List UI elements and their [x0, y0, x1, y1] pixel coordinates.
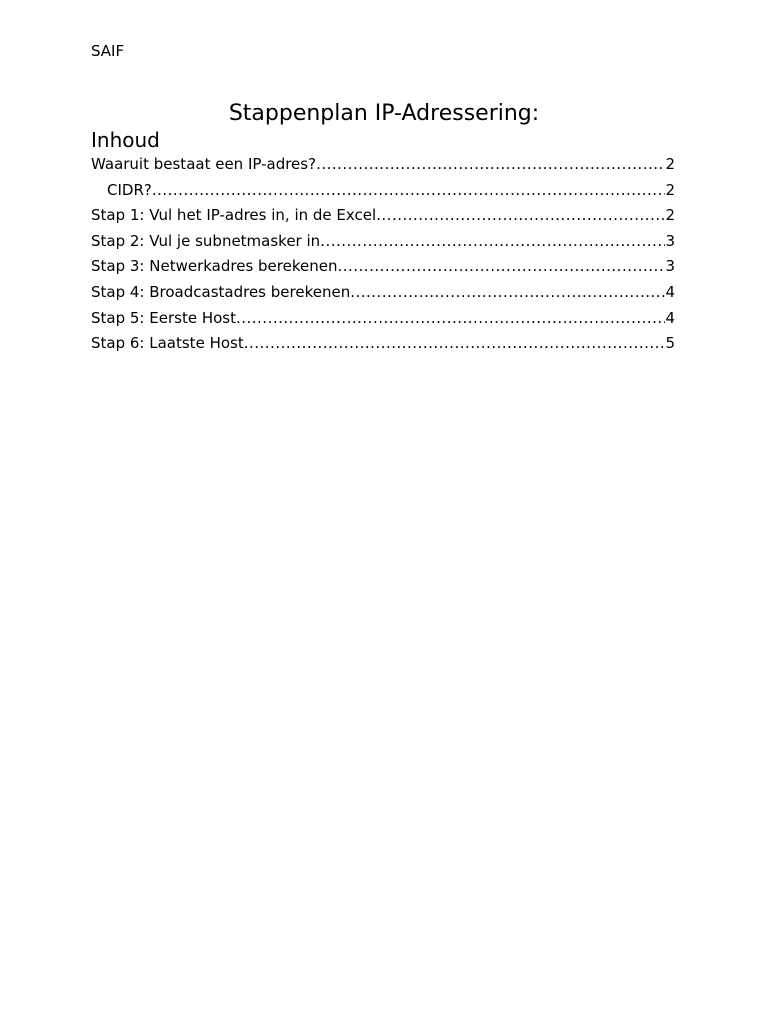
- toc-dot-leader: [337, 256, 665, 276]
- toc-entry-cidr[interactable]: [91, 180, 675, 206]
- toc-dot-leader: [376, 205, 665, 225]
- toc-entry-label: Stap 4: Broadcastadres berekenen: [91, 282, 351, 301]
- toc-page-number: 3: [665, 257, 675, 276]
- toc-entry-label: CIDR?: [107, 180, 152, 199]
- toc-page-number: 3: [665, 231, 675, 250]
- table-of-contents: [91, 154, 675, 359]
- toc-page-number: 2: [665, 206, 675, 225]
- toc-heading: Inhoud: [91, 128, 160, 152]
- toc-entry-step-2[interactable]: [91, 231, 675, 257]
- toc-entry-label: Stap 2: Vul je subnetmasker in: [91, 231, 321, 250]
- toc-dot-leader: [244, 333, 666, 353]
- toc-entry-step-6[interactable]: [91, 333, 675, 359]
- toc-entry-step-3[interactable]: [91, 256, 675, 282]
- author-name: SAIF: [91, 42, 125, 60]
- toc-dot-leader: [236, 308, 665, 328]
- toc-dot-leader: [152, 180, 666, 200]
- toc-entry-step-4[interactable]: [91, 282, 675, 308]
- toc-entry-label: Stap 1: Vul het IP-adres in, in de Excel: [91, 206, 377, 225]
- toc-entry-label: Waaruit bestaat een IP-adres?: [91, 155, 317, 173]
- toc-page-number: 2: [665, 180, 675, 199]
- toc-page-number: 2: [665, 155, 675, 173]
- toc-entry-step-1[interactable]: [91, 205, 675, 231]
- toc-entry-label: Stap 6: Laatste Host: [91, 334, 244, 353]
- toc-entry-label: Stap 3: Netwerkadres berekenen: [91, 257, 338, 276]
- toc-dot-leader: [320, 231, 665, 251]
- toc-entry-ip-address[interactable]: [91, 154, 675, 180]
- toc-entry-step-5[interactable]: [91, 308, 675, 334]
- toc-dot-leader: [350, 282, 665, 302]
- toc-dot-leader: [316, 154, 665, 174]
- toc-page-number: 5: [665, 334, 675, 353]
- toc-page-number: 4: [665, 282, 675, 301]
- toc-entry-label: Stap 5: Eerste Host: [91, 308, 236, 327]
- toc-page-number: 4: [665, 308, 675, 327]
- page-title: Stappenplan IP-Adressering:: [228, 100, 540, 126]
